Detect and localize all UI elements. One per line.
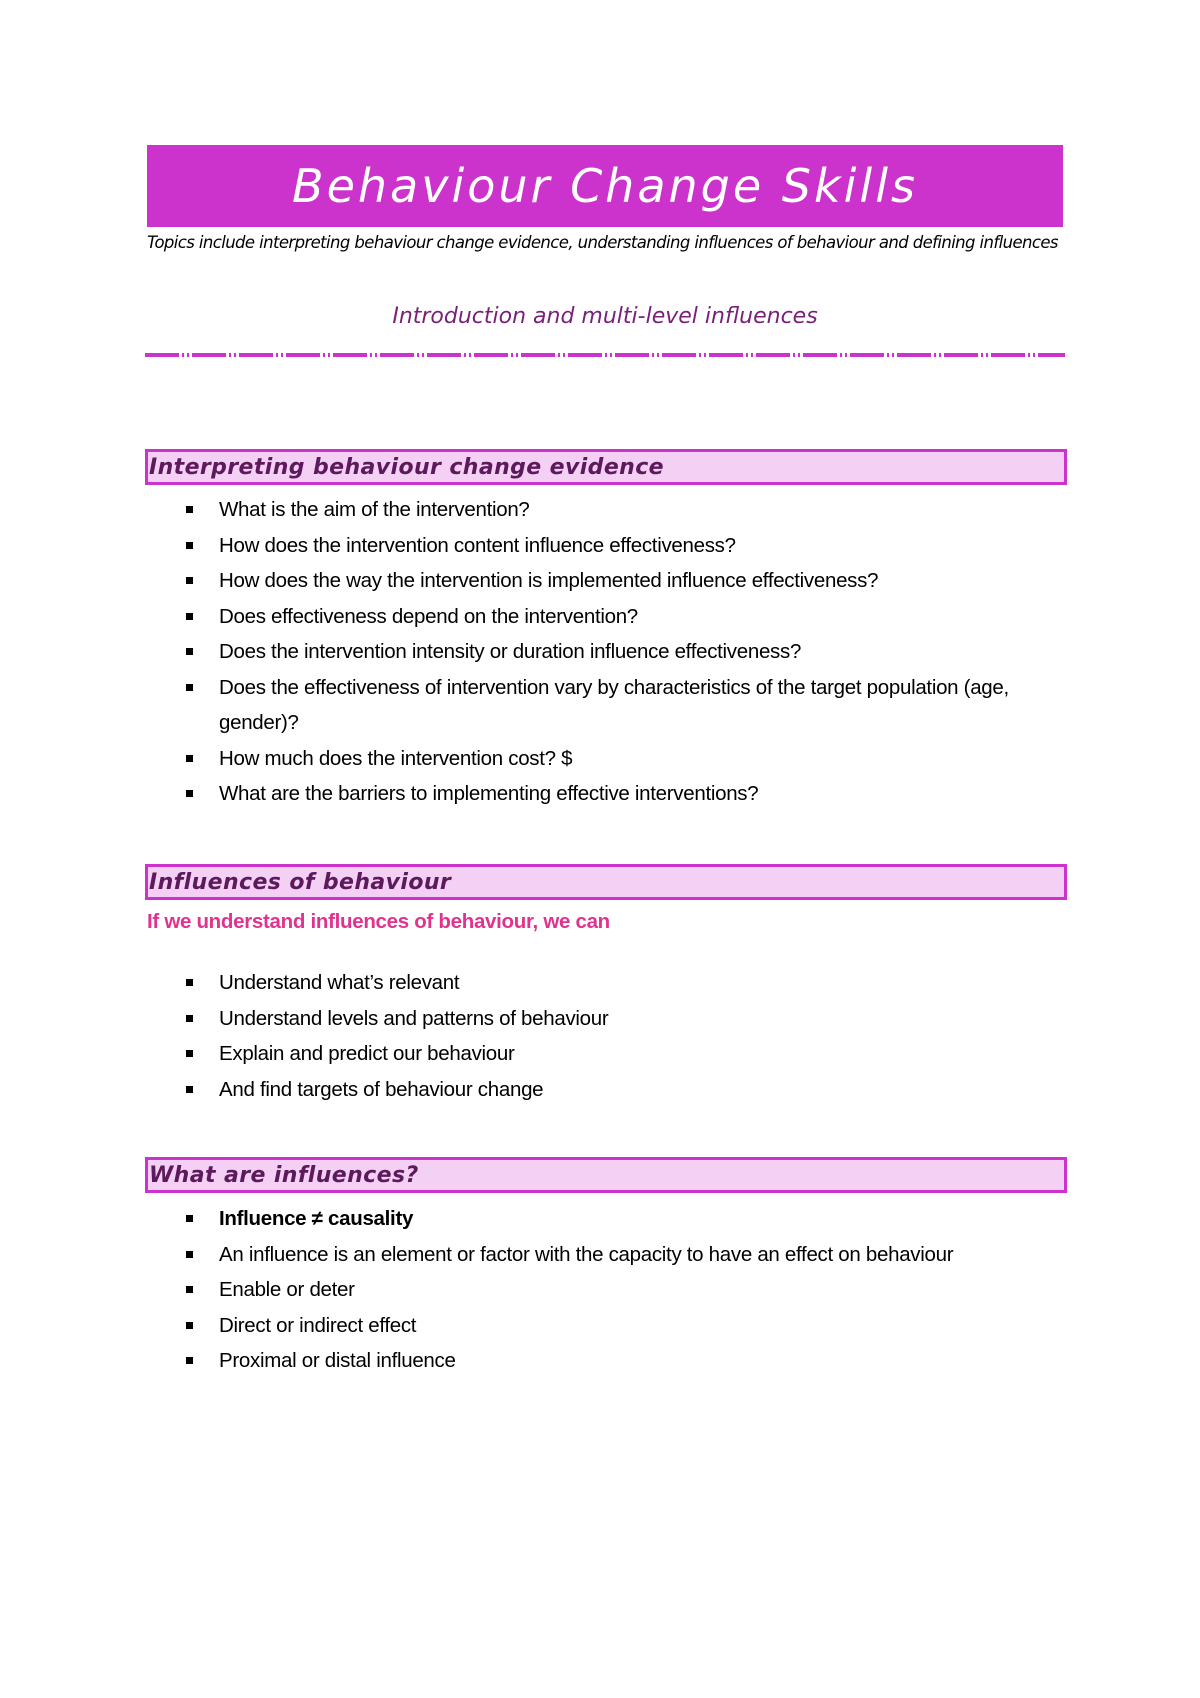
list-item-text: Does effectiveness depend on the intervention? xyxy=(219,604,638,628)
list-item xyxy=(183,741,1073,777)
square-bullet-icon xyxy=(186,577,193,584)
section-lead-text: If we understand influences of behaviour, we can xyxy=(147,910,610,933)
square-bullet-icon xyxy=(186,1357,193,1364)
bullet-list-evidence xyxy=(183,492,1073,812)
list-item xyxy=(183,1343,1073,1379)
list-item-text: What is the aim of the intervention? xyxy=(219,498,530,521)
section-heading: Influences of behaviour xyxy=(149,869,452,895)
section-heading: What are influences? xyxy=(149,1162,419,1188)
section-heading: Interpreting behaviour change evidence xyxy=(149,454,664,480)
square-bullet-icon xyxy=(186,1286,193,1293)
list-item xyxy=(183,1237,1073,1273)
square-bullet-icon xyxy=(186,613,193,620)
list-item-text: How does the intervention content influence effectiveness? xyxy=(219,533,736,557)
document-title: Behaviour Change Skills xyxy=(292,159,918,213)
list-item xyxy=(183,670,1073,741)
list-item-text: Understand levels and patterns of behaviour xyxy=(219,1006,609,1030)
square-bullet-icon xyxy=(186,542,193,549)
intro-text: Topics include interpreting behaviour change evidence, understanding influences of behaviour and defining influences xyxy=(147,233,1058,252)
square-bullet-icon xyxy=(186,755,193,762)
square-bullet-icon xyxy=(186,1086,193,1093)
square-bullet-icon xyxy=(186,1215,193,1222)
list-item xyxy=(183,1036,1073,1072)
list-item-text: Does the intervention intensity or duration influence effectiveness? xyxy=(219,640,802,663)
list-item-text: Influence ≠ causality xyxy=(219,1207,414,1230)
list-item-text: Does the effectiveness of intervention vary by characteristics of the target population (age, gender)? xyxy=(219,675,1009,734)
square-bullet-icon xyxy=(186,1050,193,1057)
list-item-text: Direct or indirect effect xyxy=(219,1313,417,1337)
bullet-list-influences xyxy=(183,965,1073,1107)
square-bullet-icon xyxy=(186,648,193,655)
list-item xyxy=(183,492,1073,528)
list-item-text: Enable or deter xyxy=(219,1278,355,1301)
decorative-divider xyxy=(145,352,1065,358)
square-bullet-icon xyxy=(186,1015,193,1022)
section-heading-box xyxy=(145,449,1067,485)
bullet-list-definitions xyxy=(183,1201,1073,1379)
list-item xyxy=(183,776,1073,812)
section-heading-box xyxy=(145,864,1067,900)
square-bullet-icon xyxy=(186,790,193,797)
title-banner xyxy=(147,145,1063,227)
list-item-text: Explain and predict our behaviour xyxy=(219,1042,515,1065)
square-bullet-icon xyxy=(186,506,193,513)
list-item xyxy=(183,1072,1073,1108)
list-item-text: An influence is an element or factor with the capacity to have an effect on behaviour xyxy=(219,1242,954,1266)
list-item-text: Proximal or distal influence xyxy=(219,1349,456,1372)
list-item xyxy=(183,634,1073,670)
list-item-text: Understand what’s relevant xyxy=(219,971,460,994)
square-bullet-icon xyxy=(186,1251,193,1258)
list-item-text: How does the way the intervention is implemented influence effectiveness? xyxy=(219,569,879,592)
list-item xyxy=(183,1308,1073,1344)
square-bullet-icon xyxy=(186,979,193,986)
list-item xyxy=(183,528,1073,564)
list-item xyxy=(183,1001,1073,1037)
list-item xyxy=(183,563,1073,599)
list-item xyxy=(183,599,1073,635)
list-item-text: How much does the intervention cost? $ xyxy=(219,746,573,770)
list-item-text: What are the barriers to implementing effective interventions? xyxy=(219,782,759,805)
section-heading-box xyxy=(145,1157,1067,1193)
list-item-text: And find targets of behaviour change xyxy=(219,1077,544,1101)
square-bullet-icon xyxy=(186,684,193,691)
document-subtitle: Introduction and multi-level influences xyxy=(392,304,818,329)
square-bullet-icon xyxy=(186,1322,193,1329)
list-item xyxy=(183,1201,1073,1237)
list-item xyxy=(183,1272,1073,1308)
list-item xyxy=(183,965,1073,1001)
